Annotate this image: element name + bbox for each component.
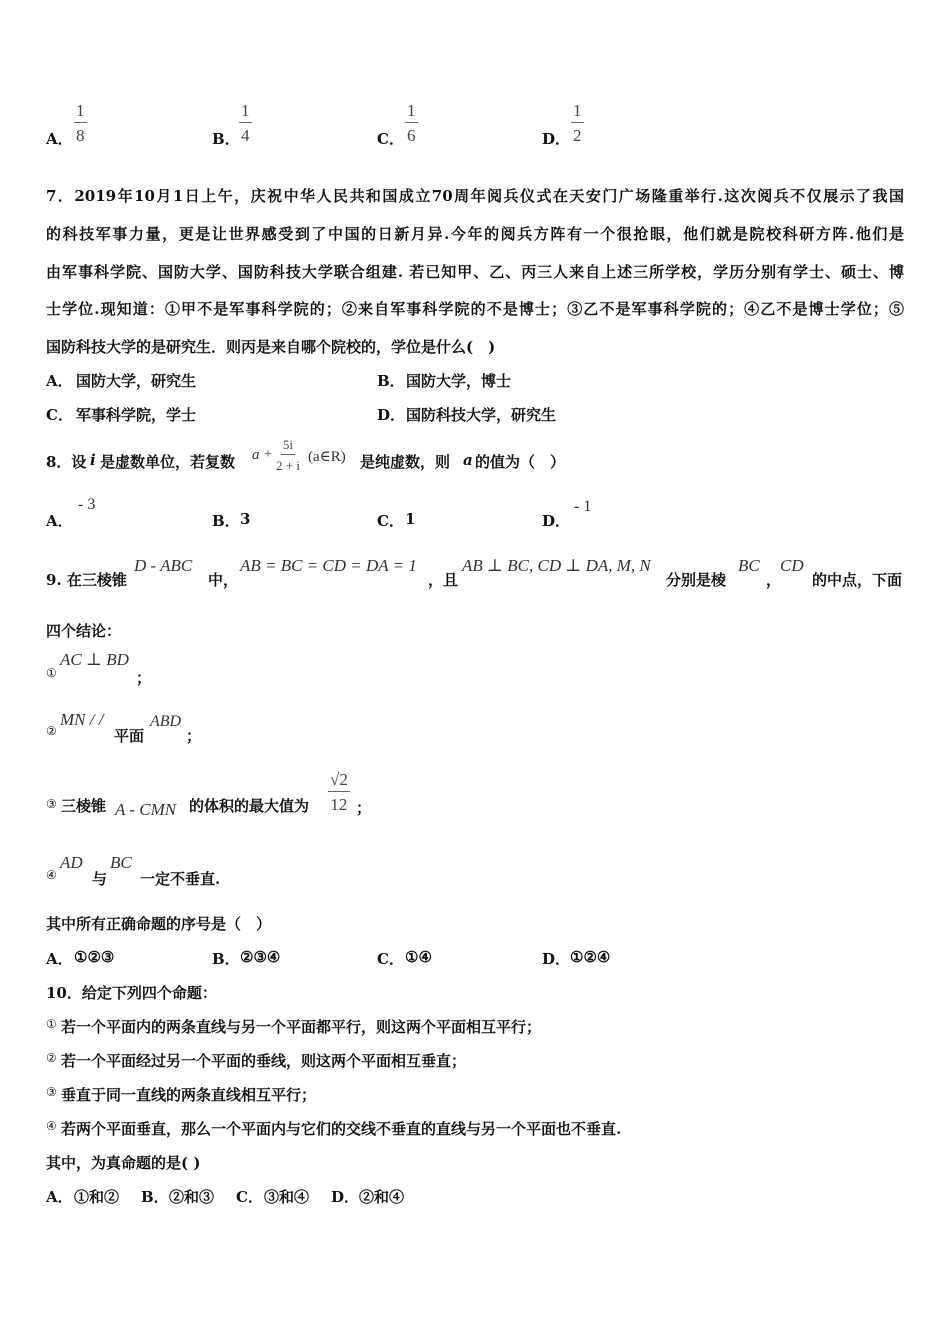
q8-option-d-label: D．	[542, 512, 571, 530]
q9-option-c-text: ①④	[405, 948, 432, 966]
q6-option-a-fraction: $\frac{1}{8}$	[76, 101, 85, 145]
q7-option-d-text: 国防科技大学，研究生	[406, 406, 557, 424]
q8-prefix: 8．设	[46, 453, 87, 471]
q9-c2-circle: ②	[46, 724, 57, 738]
q9-perpendicular: AB ⊥ BC, CD ⊥ DA, M, N	[462, 556, 651, 575]
q9-qie: ，且	[428, 571, 459, 589]
q7-option-a-text: 国防大学，研究生	[76, 372, 197, 390]
q7-stem-line: 由军事科学院、国防大学、国防科技大学联合组建. 若已知甲、乙、丙三人来自上述三所学校，学历分别有学士、硕士、博	[46, 263, 904, 281]
q10-option-a-text: ①和②	[74, 1188, 120, 1206]
q9-c3-expr: A - CMN	[115, 800, 177, 819]
q7-option-c-label: C．	[46, 406, 73, 424]
q10-option-c-text: ③和④	[264, 1188, 310, 1206]
q8-expr-a: a	[252, 447, 260, 463]
q10-option-d-text: ②和④	[359, 1188, 405, 1206]
q9-equalities: AB = BC = CD = DA = 1	[240, 556, 417, 575]
q6-option-d-fraction: $\frac{1}{2}$	[573, 101, 582, 145]
q7-option-a-label: A．	[46, 372, 73, 390]
q9-c1-circle: ①	[46, 666, 57, 680]
q9-tail: 的中点，下面	[812, 571, 903, 589]
q6-option-a-label: A．	[46, 130, 73, 148]
q9-zhong: 中，	[208, 571, 239, 589]
q9-pyramid: D - ABC	[134, 556, 193, 575]
q8-condition: (a∈R)	[308, 449, 346, 465]
q10-option-b-text: ②和③	[169, 1188, 215, 1206]
q10-item-circle: ②	[46, 1051, 57, 1065]
q10-option-b-label: B．	[141, 1188, 169, 1206]
q7-stem-line: 的科技军事力量，更是让世界感受到了中国的日新月异.今年的阅兵方阵有一个很抢眼，他们就是院校科研方阵.他们是	[46, 225, 904, 243]
q8-option-a-label: A．	[46, 512, 73, 530]
q9-question: 其中所有正确命题的序号是（ ）	[46, 915, 272, 933]
q9-edge-bc: BC	[738, 556, 760, 575]
q9-c4-bc: BC	[110, 853, 132, 872]
q7-stem-line: 国防科技大学的是研究生．则丙是来自哪个院校的，学位是什么( )	[46, 338, 496, 356]
q9-c4-text: 一定不垂直.	[140, 870, 221, 888]
q8-a-var: a	[463, 451, 473, 469]
q9-option-a-text: ①②③	[74, 948, 115, 966]
q10-question: 其中，为真命题的是( )	[46, 1154, 201, 1172]
q8-mid-text: 是虚数单位，若复数	[100, 453, 236, 471]
q10-item-circle: ①	[46, 1017, 57, 1031]
q8-option-b-text: 3	[240, 510, 251, 528]
q9-option-b-label: B．	[212, 950, 240, 968]
q9-c3-end: ；	[356, 799, 372, 817]
q9-comma: ，	[766, 571, 782, 589]
q9-prefix: 9. 在三棱锥	[46, 571, 127, 589]
q8-option-c-label: C．	[377, 512, 404, 530]
q8-option-d-text: - 1	[574, 498, 592, 515]
q7-option-c-text: 军事科学院，学士	[76, 406, 197, 424]
q9-c4-yu: 与	[92, 870, 108, 888]
q8-expr-plus: +	[264, 447, 272, 462]
q8-option-c-text: 1	[405, 510, 416, 528]
q10-item-text: 垂直于同一直线的两条直线相互平行；	[61, 1086, 317, 1104]
q9-option-a-label: A．	[46, 950, 73, 968]
q9-fenbie: 分别是棱	[666, 571, 727, 589]
q8-fraction: $\frac{5i}{2 + i}$	[276, 437, 300, 473]
q7-stem-line: 7．2019年10月1日上午，庆祝中华人民共和国成立70周年阅兵仪式在天安门广场隆重举行.这次阅兵不仅展示了我国	[46, 187, 904, 205]
q10-item-circle: ④	[46, 1119, 57, 1133]
q6-option-b-label: B．	[212, 130, 240, 148]
q10-option-a-label: A．	[46, 1188, 73, 1206]
q9-c1-end: ；	[136, 669, 152, 687]
q7-option-b-text: 国防大学，博士	[406, 372, 512, 390]
q9-c3-text-2: 的体积的最大值为	[189, 797, 310, 815]
q10-item-text: 若一个平面内的两条直线与另一个平面都平行，则这两个平面相互平行；	[61, 1018, 542, 1036]
q9-option-d-label: D．	[542, 950, 571, 968]
q10-item-text: 若两个平面垂直，那么一个平面内与它们的交线不垂直的直线与另一个平面也不垂直.	[61, 1120, 622, 1138]
q8-i-var: i	[90, 451, 96, 469]
q9-option-b-text: ②③④	[240, 948, 281, 966]
q6-option-d-label: D．	[542, 130, 571, 148]
q8-suffix-1: 是纯虚数，则	[360, 453, 451, 471]
q9-c3-circle: ③	[46, 797, 57, 811]
q9-c4-ad: AD	[60, 853, 83, 872]
q8-suffix-2: 的值为（ ）	[475, 453, 566, 471]
q6-option-c-fraction: $\frac{1}{6}$	[407, 101, 416, 145]
q10-item-circle: ③	[46, 1085, 57, 1099]
q10-item-text: 若一个平面经过另一个平面的垂线，则这两个平面相互垂直；	[61, 1052, 467, 1070]
q9-c2-text: 平面	[114, 727, 145, 745]
q10-title: 10．给定下列四个命题：	[46, 984, 217, 1002]
q9-c2-expr: MN / /	[60, 710, 104, 729]
q6-option-b-fraction: $\frac{1}{4}$	[241, 101, 250, 145]
q10-option-d-label: D．	[331, 1188, 360, 1206]
q9-c4-circle: ④	[46, 868, 57, 882]
q8-option-b-label: B．	[212, 512, 240, 530]
q9-c1-expr: AC ⊥ BD	[60, 650, 129, 669]
q9-c2-plane: ABD	[150, 713, 182, 730]
q8-option-a-text: - 3	[78, 496, 96, 513]
q9-option-c-label: C．	[377, 950, 404, 968]
q9-c2-end: ；	[186, 727, 202, 745]
q7-stem-line: 士学位.现知道：①甲不是军事科学院的；②来自军事科学院的不是博士；③乙不是军事科学院的；④乙不是博士学位；⑤	[46, 300, 904, 318]
q7-option-b-label: B．	[377, 372, 405, 390]
q9-c3-fraction: $\frac{√2}{12}$	[330, 770, 348, 814]
q7-option-d-label: D．	[377, 406, 406, 424]
q6-option-c-label: C．	[377, 130, 404, 148]
q9-c3-text: 三棱锥	[61, 797, 107, 815]
q9-option-d-text: ①②④	[570, 948, 611, 966]
q9-conclusions-title: 四个结论：	[46, 622, 122, 640]
q9-edge-cd: CD	[780, 556, 804, 575]
q10-option-c-label: C．	[236, 1188, 263, 1206]
